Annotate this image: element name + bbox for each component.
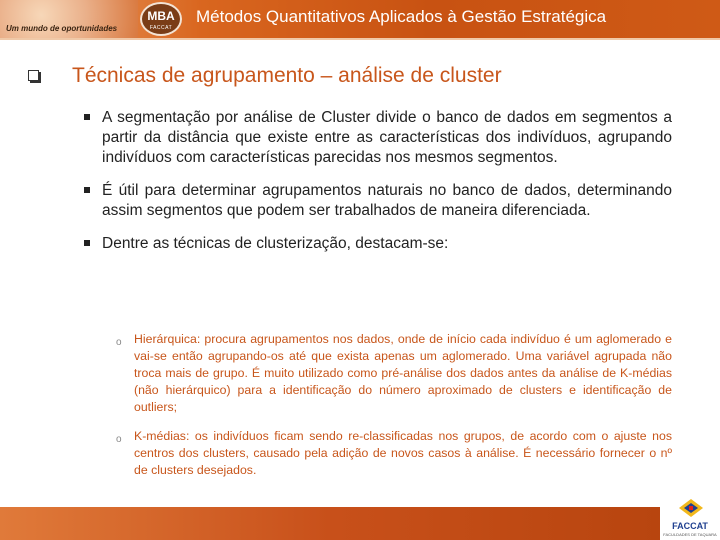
checkbox-bullet-icon — [28, 70, 39, 81]
header-banner-image — [0, 0, 138, 38]
mba-logo-subtext: FACCAT — [149, 25, 173, 31]
bullet-item — [84, 181, 672, 221]
header-bar — [0, 0, 720, 38]
header-title: Métodos Quantitativos Aplicados à Gestão Estratégica — [196, 7, 607, 26]
bullet-text: É útil para determinar agrupamentos naturais no banco de dados, determinando assim segmentos que podem ser trabalhados de maneira diferenciada. — [102, 182, 672, 219]
bullet-text: Dentre as técnicas de clusterização, destacam-se: — [102, 235, 449, 252]
header-tagline: Um mundo de oportunidades — [6, 24, 118, 33]
bullet-list — [84, 108, 672, 267]
sub-bullet-item — [116, 331, 672, 416]
mba-logo — [140, 2, 182, 36]
faccat-logo — [660, 496, 720, 540]
faccat-emblem-icon — [678, 498, 704, 518]
sub-bullet-list — [116, 331, 672, 491]
slide-title: Técnicas de agrupamento – análise de cluster — [72, 64, 502, 87]
footer-bar — [0, 507, 660, 540]
square-bullet-icon — [84, 187, 90, 193]
header-divider — [0, 38, 720, 40]
bullet-item — [84, 108, 672, 168]
square-bullet-icon — [84, 240, 90, 246]
circle-bullet-icon: o — [116, 434, 122, 445]
sub-bullet-text: K-médias: os indivíduos ficam sendo re-classificadas nos grupos, de acordo com o ajuste nos centros dos clusters, causado pela adição de novos casos à análise. É necessário fornecer o nº de clusters desejados. — [134, 429, 672, 477]
bullet-text: A segmentação por análise de Cluster divide o banco de dados em segmentos a partir da distância que existe entre as características dos indivíduos, agrupando indivíduos com características parecidas nos mesmos segmentos. — [102, 109, 672, 166]
sub-bullet-text: Hierárquica: procura agrupamentos nos dados, onde de início cada indivíduo é um aglomerado e vai-se então agrupando-os até que exista apenas um aglomerado. Uma variável agrupada não troca mais de grupo. É muito utilizado como pré-análise dos dados antes da análise de K-médias (não hierárquico) para a identificação do número aproximado de clusters e identificação de outliers; — [134, 332, 672, 414]
circle-bullet-icon: o — [116, 337, 122, 348]
bullet-item — [84, 234, 672, 254]
faccat-logo-subtext: FACULDADES DE TAQUARA — [663, 532, 717, 537]
square-bullet-icon — [84, 114, 90, 120]
faccat-logo-text: FACCAT — [672, 521, 708, 531]
sub-bullet-item — [116, 428, 672, 479]
mba-logo-text: MBA — [147, 9, 175, 23]
